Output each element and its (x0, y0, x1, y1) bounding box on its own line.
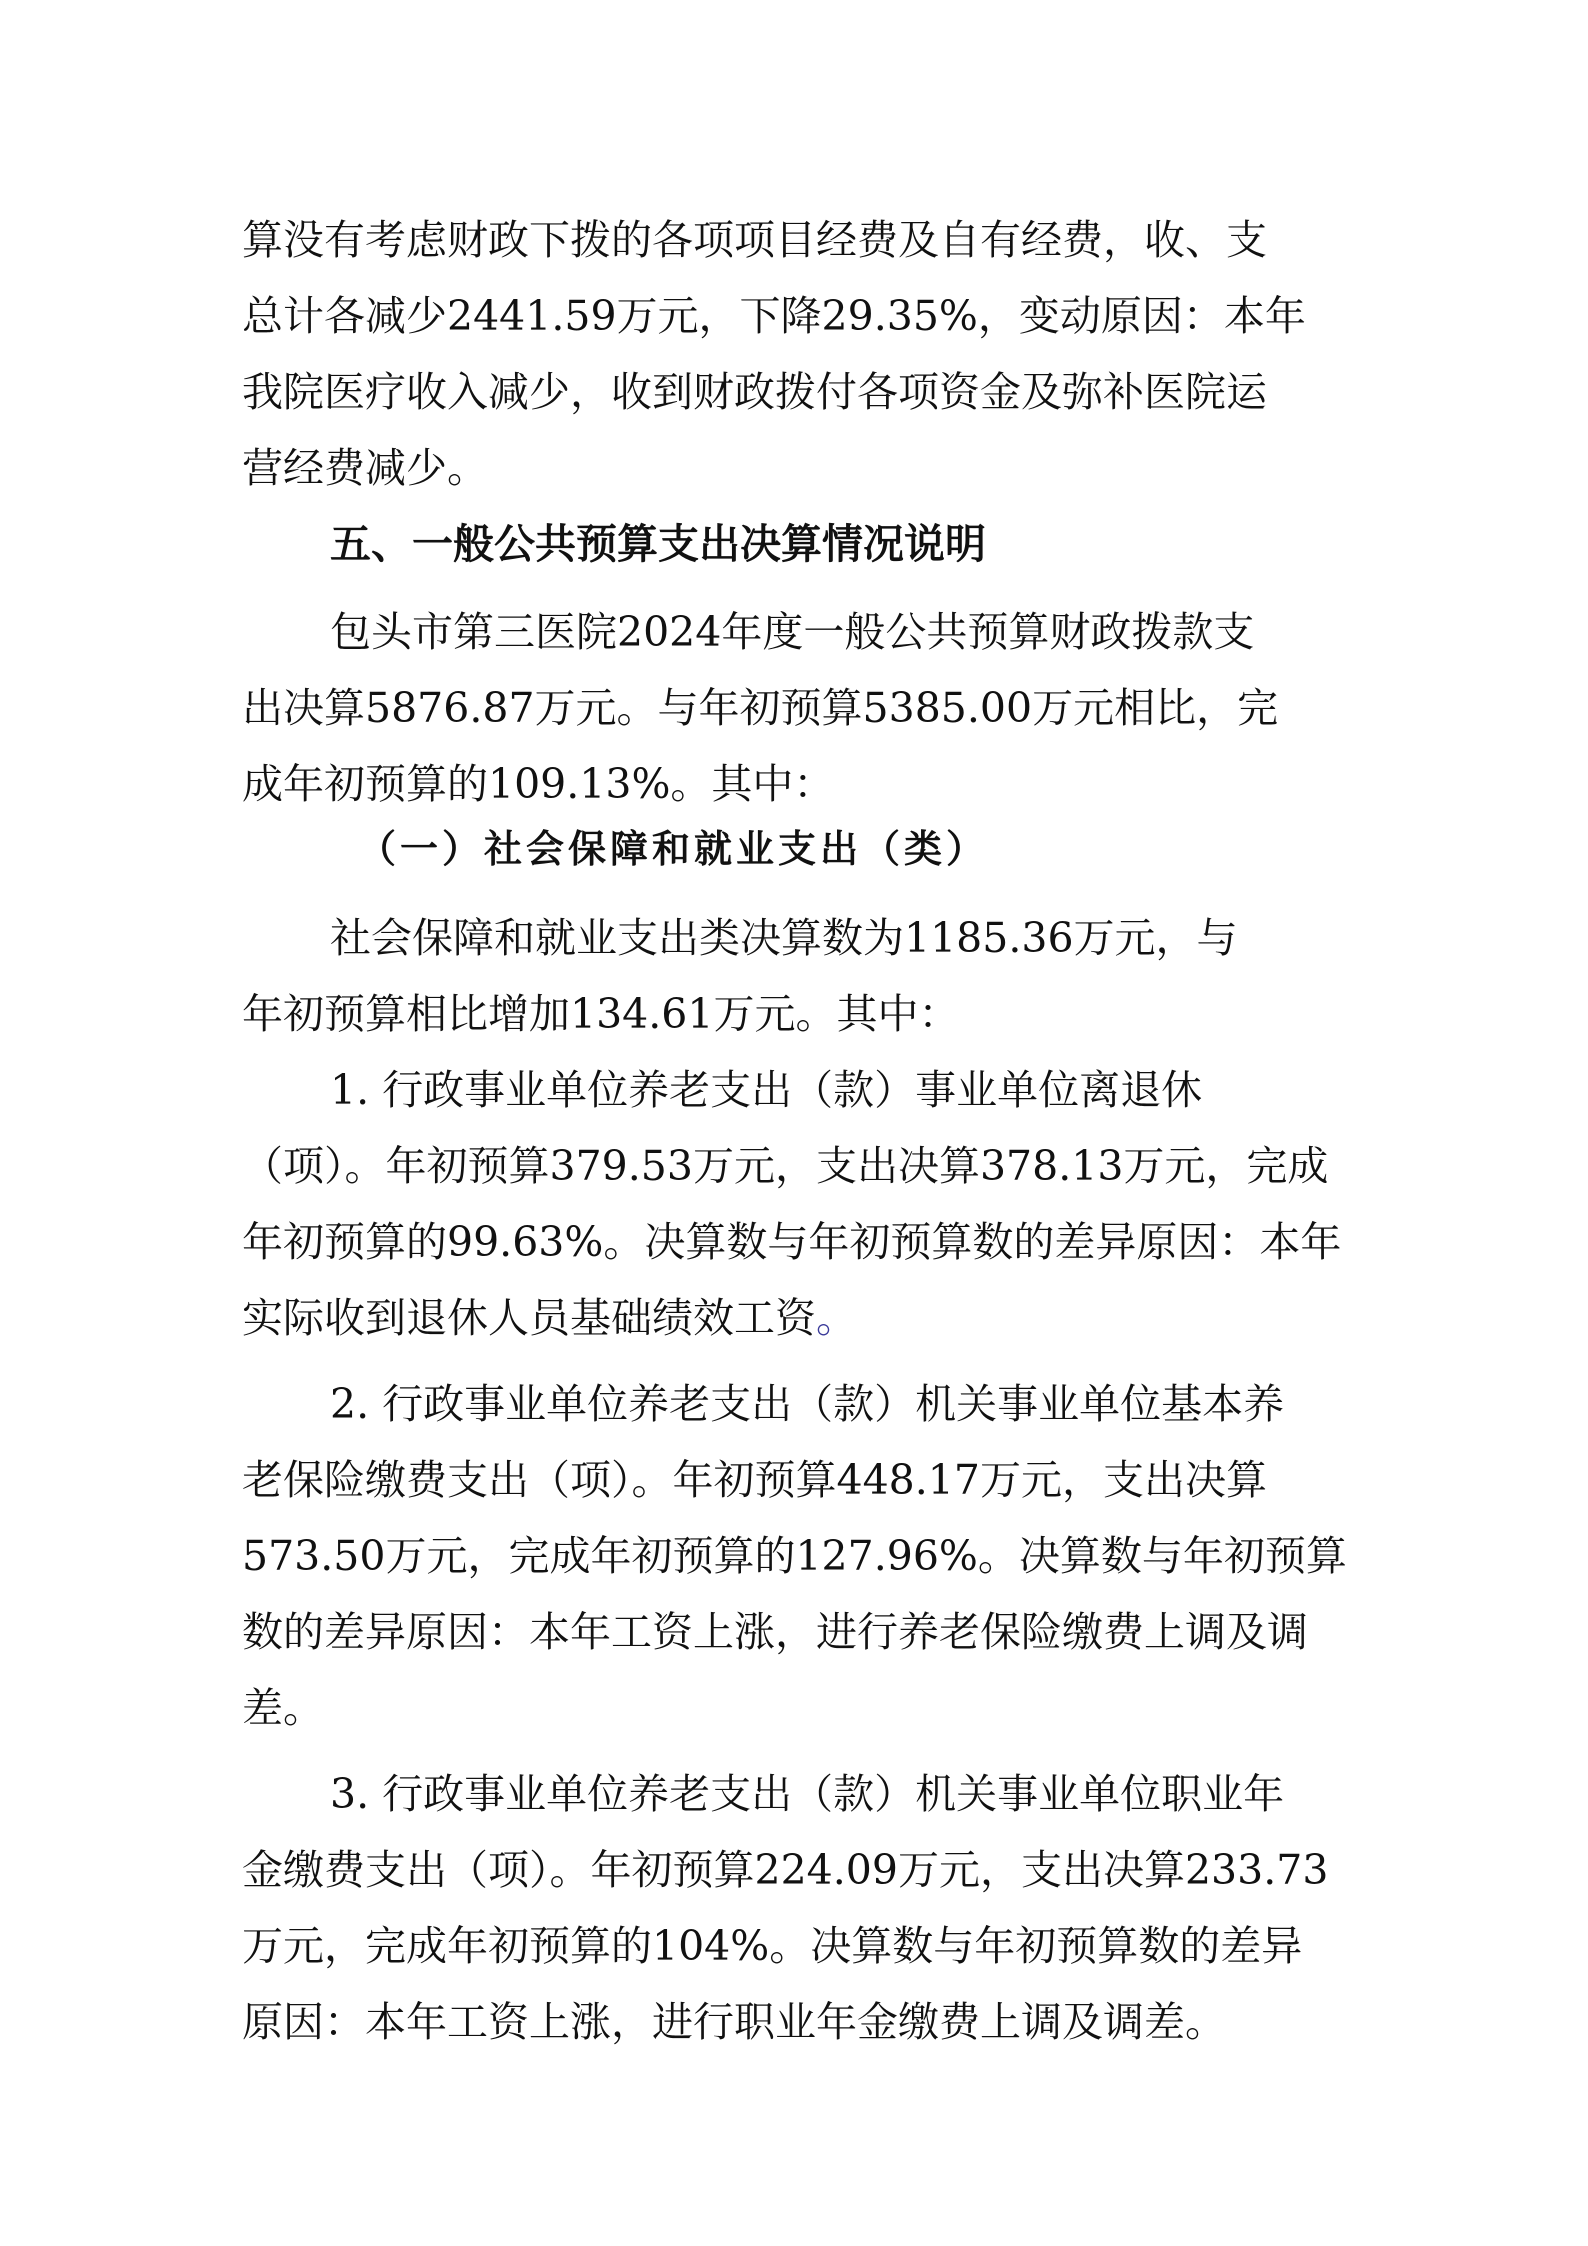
section-para-line-2: 出决算5876.87万元。与年初预算5385.00万元相比，完 (242, 684, 1279, 732)
item1-line-2: （项）。年初预算379.53万元，支出决算378.13万元，完成 (242, 1142, 1329, 1190)
section-heading: 五、一般公共预算支出决算情况说明 (330, 520, 986, 568)
intro-line-1: 算没有考虑财政下拨的各项项目经费及自有经费，收、支 (242, 216, 1267, 264)
intro-line-4: 营经费减少。 (242, 444, 488, 492)
subsection-para-line-2: 年初预算相比增加134.61万元。其中： (242, 990, 960, 1038)
item2-line-3: 573.50万元，完成年初预算的127.96%。决算数与年初预算 (242, 1532, 1347, 1580)
item3-line-1: 3. 行政事业单位养老支出（款）机关事业单位职业年 (330, 1770, 1285, 1818)
item1-line-4-period: 。 (816, 1294, 857, 1342)
section-para-line-1: 包头市第三医院2024年度一般公共预算财政拨款支 (330, 608, 1255, 656)
item3-line-2: 金缴费支出（项）。年初预算224.09万元，支出决算233.73 (242, 1846, 1329, 1894)
subsection-para-line-1: 社会保障和就业支出类决算数为1185.36万元，与 (330, 914, 1238, 962)
item1-line-3: 年初预算的99.63%。决算数与年初预算数的差异原因：本年 (242, 1218, 1342, 1266)
item3-line-4: 原因：本年工资上涨，进行职业年金缴费上调及调差。 (242, 1998, 1226, 2046)
section-para-line-3: 成年初预算的109.13%。其中： (242, 760, 835, 808)
item2-line-5: 差。 (242, 1684, 324, 1732)
item1-line-1: 1. 行政事业单位养老支出（款）事业单位离退休 (330, 1066, 1203, 1114)
item2-line-1: 2. 行政事业单位养老支出（款）机关事业单位基本养 (330, 1380, 1285, 1428)
item1-line-4 (242, 1294, 857, 1342)
intro-line-2: 总计各减少2441.59万元，下降29.35%，变动原因：本年 (242, 292, 1306, 340)
item2-line-2: 老保险缴费支出（项）。年初预算448.17万元，支出决算 (242, 1456, 1267, 1504)
item2-line-4: 数的差异原因：本年工资上涨，进行养老保险缴费上调及调 (242, 1608, 1308, 1656)
item1-line-4-text: 实际收到退休人员基础绩效工资 (242, 1294, 816, 1342)
item3-line-3: 万元，完成年初预算的104%。决算数与年初预算数的差异 (242, 1922, 1303, 1970)
subsection-heading: （一）社会保障和就业支出（类） (358, 826, 989, 871)
intro-line-3: 我院医疗收入减少，收到财政拨付各项资金及弥补医院运 (242, 368, 1267, 416)
